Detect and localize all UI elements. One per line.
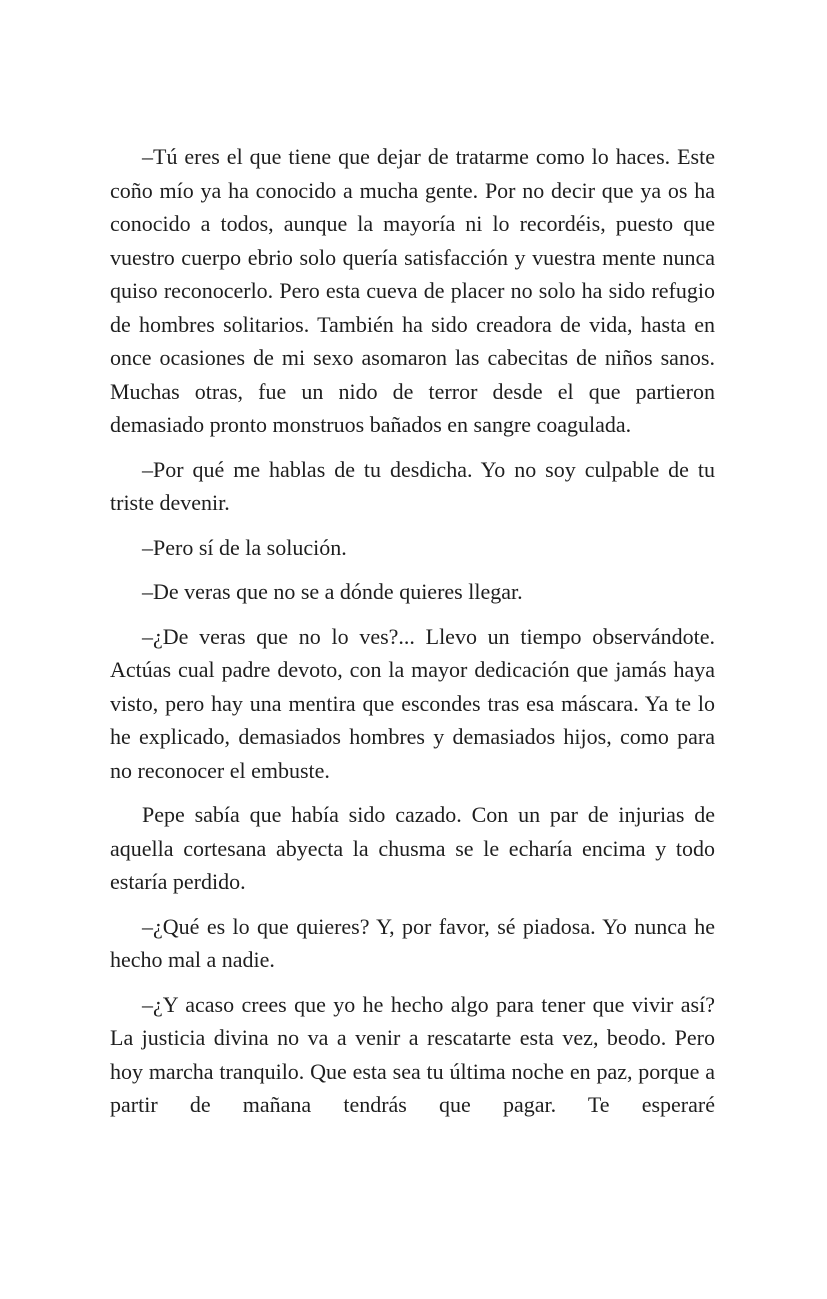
book-page-text — [110, 140, 715, 1122]
paragraph: –Tú eres el que tiene que dejar de tratarme como lo haces. Este coño mío ya ha conocido a mucha gente. Por no decir que ya os ha conocido a todos, aunque la mayoría ni lo recordéis, puesto que vuestro cuerpo ebrio solo quería satisfacción y vuestra mente nunca quiso reconocerlo. Pero esta cueva de placer no solo ha sido refugio de hombres solitarios. También ha sido creadora de vida, hasta en once ocasiones de mi sexo asomaron las cabecitas de niños sanos. Muchas otras, fue un nido de terror desde el que partieron demasiado pronto monstruos bañados en sangre coagulada. — [110, 144, 715, 437]
paragraph: –De veras que no se a dónde quieres llegar. — [142, 579, 523, 604]
paragraph: –Pero sí de la solución. — [142, 534, 347, 560]
paragraph: –¿De veras que no lo ves?... Llevo un tiempo observándote. Actúas cual padre devoto, con la mayor dedicación que jamás haya visto, pero hay una mentira que escondes tras esa máscara. Ya te lo he explicado, demasiados hombres y demasiados hijos, como para no reconocer el embuste. — [110, 623, 715, 783]
paragraph: –¿Qué es lo que quieres? Y, por favor, sé piadosa. Yo nunca he hecho mal a nadie. — [110, 913, 715, 972]
paragraph: –¿Y acaso crees que yo he hecho algo para tener que vivir así? La justicia divina no va a venir a rescatarte esta vez, beodo. Pero hoy marcha tranquilo. Que esta sea tu última noche en paz, porque a partir de mañana tendrás que pagar. Te esperaré — [110, 991, 715, 1117]
paragraph: –Por qué me hablas de tu desdicha. Yo no soy culpable de tu triste devenir. — [110, 456, 715, 515]
paragraph: Pepe sabía que había sido cazado. Con un par de injurias de aquella cortesana abyecta la chusma se le echaría encima y todo estaría perdido. — [110, 802, 715, 894]
